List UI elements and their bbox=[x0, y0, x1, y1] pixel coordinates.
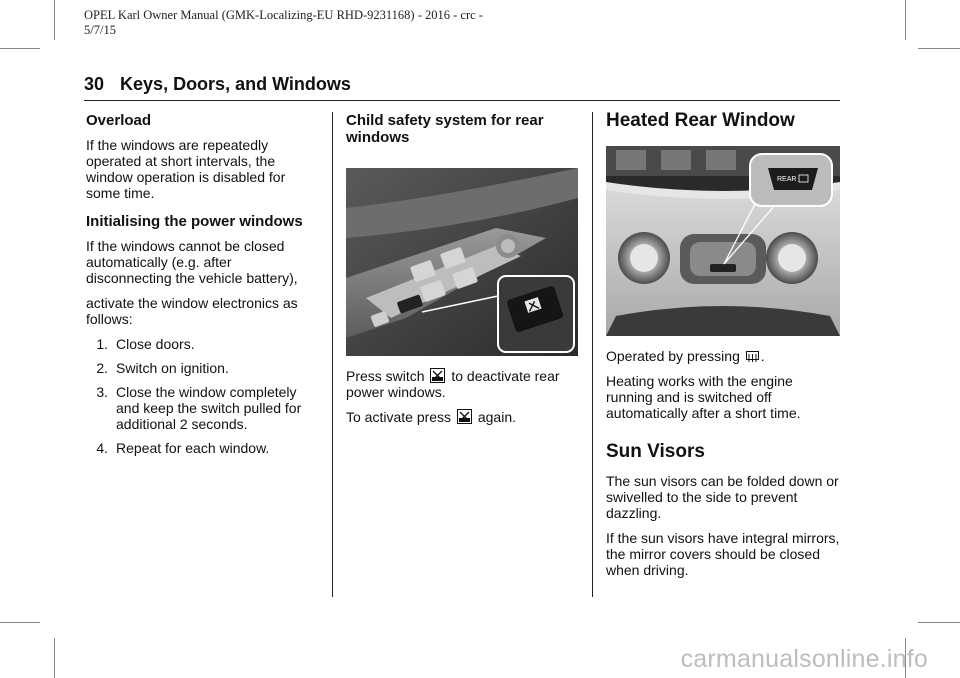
overload-text: If the windows are repeatedly operated at short intervals, the window operation is disabled for some time. bbox=[86, 137, 286, 201]
sun-visors-text-2: If the sun visors have integral mirrors, the mirror covers should be closed when driving. bbox=[606, 530, 840, 578]
page-number: 30 bbox=[84, 74, 105, 94]
column-middle bbox=[346, 110, 580, 434]
list-item: 4. Repeat for each window. bbox=[96, 440, 270, 456]
column-right bbox=[606, 110, 840, 587]
meta-line-2: 5/7/15 bbox=[84, 23, 116, 37]
page-header bbox=[84, 74, 840, 101]
init-text-2: activate the window electronics as follows: bbox=[86, 295, 298, 327]
child-safety-text-2: To activate press again. bbox=[346, 409, 516, 425]
document-meta bbox=[84, 8, 504, 38]
child-lock-icon bbox=[457, 409, 472, 424]
child-safety-heading: Child safety system for rear windows bbox=[346, 112, 544, 146]
overload-heading: Overload bbox=[86, 112, 152, 129]
sun-visors-heading: Sun Visors bbox=[606, 441, 705, 462]
door-panel-illustration bbox=[346, 168, 578, 356]
watermark: carmanualsonline.info bbox=[680, 645, 928, 673]
list-item: 2. Switch on ignition. bbox=[96, 360, 229, 376]
crop-mark bbox=[918, 622, 960, 623]
section-title: Keys, Doors, and Windows bbox=[120, 74, 351, 94]
crop-mark bbox=[918, 48, 960, 49]
rear-defrost-icon bbox=[746, 351, 759, 363]
operated-text: Operated by pressing . bbox=[606, 348, 765, 364]
crop-mark bbox=[0, 622, 40, 623]
list-item: 3. Close the window completely and keep the switch pulled for additional 2 seconds. bbox=[96, 384, 302, 432]
column-divider bbox=[592, 112, 593, 597]
heating-text: Heating works with the engine running and is switched off automatically after a short time. bbox=[606, 373, 801, 421]
init-text-1: If the windows cannot be closed automatically (e.g. after disconnecting the vehicle battery), bbox=[86, 238, 298, 286]
child-safety-text-1: Press switch to deactivate rear power windows. bbox=[346, 368, 560, 400]
column-left bbox=[86, 110, 318, 464]
init-heading: Initialising the power windows bbox=[86, 213, 303, 230]
column-divider bbox=[332, 112, 333, 597]
heated-rear-window-heading: Heated Rear Window bbox=[606, 110, 795, 131]
door-switch-figure bbox=[346, 168, 578, 356]
figure-rear-label: REAR bbox=[777, 176, 797, 183]
crop-mark bbox=[905, 0, 906, 40]
list-item: 1. Close doors. bbox=[96, 336, 195, 352]
crop-mark bbox=[54, 0, 55, 40]
crop-mark bbox=[0, 48, 40, 49]
steps-list bbox=[86, 336, 318, 456]
child-lock-icon bbox=[430, 368, 445, 383]
console-figure bbox=[606, 146, 840, 336]
meta-line-1: OPEL Karl Owner Manual (GMK-Localizing-EU RHD-9231168) - 2016 - crc - bbox=[84, 8, 483, 22]
center-console-illustration bbox=[606, 146, 840, 336]
sun-visors-text-1: The sun visors can be folded down or swivelled to the side to prevent dazzling. bbox=[606, 473, 839, 521]
